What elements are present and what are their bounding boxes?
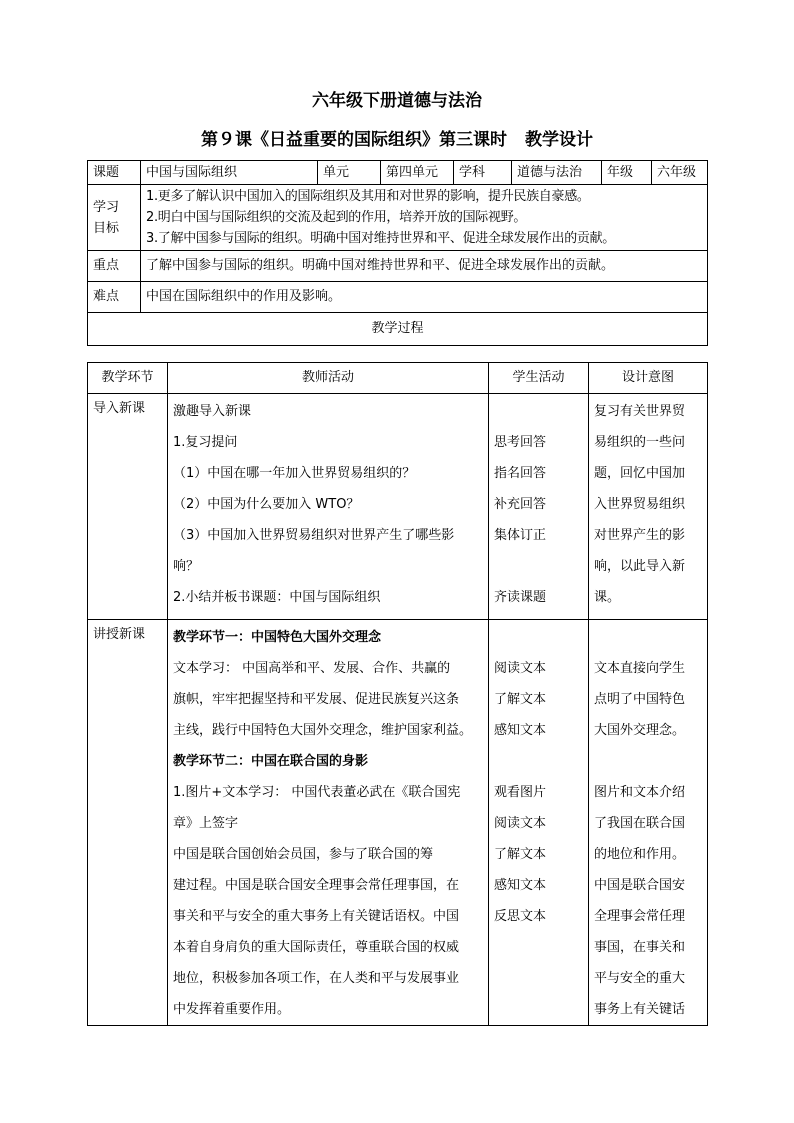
subject-label: 学科 [454, 161, 512, 185]
unit-label: 单元 [318, 161, 381, 185]
process-table [87, 362, 708, 1026]
unit-value: 第四单元 [381, 161, 454, 185]
document-subtitle [0, 125, 794, 150]
grade-value: 六年级 [652, 161, 708, 185]
col-stage-header: 教学环节 [88, 363, 168, 394]
intro-teacher: 激趣导入新课 1.复习提问 （1）中国在哪一年加入世界贸易组织的？ （2）中国为什么要加入 WTO？ （3）中国加入世界贸易组织对世界产生了哪些影 响？ 2.小结并板书课题：中国与国际组织 [168, 394, 489, 620]
lesson-title: 第９课《日益重要的国际组织》第三课时 [201, 130, 507, 150]
goals-label: 学习 目标 [88, 185, 141, 251]
process-title: 教学过程 [88, 313, 708, 346]
lesson-plan-table [87, 160, 708, 346]
key-label: 重点 [88, 251, 141, 282]
section-heading: 教学环节一：中国特色大国外交理念 [173, 630, 382, 645]
intro-row [88, 394, 708, 620]
key-text: 了解中国参与国际的组织。明确中国对维持世界和平、促进全球发展作出的贡献。 [141, 251, 708, 282]
intro-student: 思考回答 指名回答 补充回答 集体订正 齐读课题 [489, 394, 589, 620]
goals-list [141, 185, 708, 251]
lesson-row [88, 620, 708, 1026]
process-header-row [88, 363, 708, 394]
topic-value: 中国与国际组织 [141, 161, 318, 185]
difficulty-text: 中国在国际组织中的作用及影响。 [141, 282, 708, 313]
document-title: 六年级下册道德与法治 [312, 91, 482, 111]
info-row [88, 161, 708, 185]
intro-intent: 复习有关世界贸 易组织的一些问 题，回忆中国加 入世界贸易组织 对世界产生的影 响，以此导入新 课。 [589, 394, 708, 620]
process-title-row [88, 313, 708, 346]
difficulty-row [88, 282, 708, 313]
topic-label: 课题 [88, 161, 141, 185]
design-label: 教学设计 [525, 130, 593, 150]
key-row [88, 251, 708, 282]
goal-item: 2.明白中国与国际组织的交流及起到的作用，培养开放的国际视野。 [146, 210, 527, 225]
subject-value: 道德与法治 [512, 161, 602, 185]
lesson-intent: 文本直接向学生 点明了中国特色 大国外交理念。 图片和文本介绍 了我国在联合国 的地位和作用。 中国是联合国安 全理事会常任理 事国，在事关和 平与安全的重大 事务上有关键话 [589, 620, 708, 1026]
col-student-header: 学生活动 [489, 363, 589, 394]
difficulty-label: 难点 [88, 282, 141, 313]
col-teacher-header: 教师活动 [168, 363, 489, 394]
lesson-teacher: 教学环节一：中国特色大国外交理念 文本学习： 中国高举和平、发展、合作、共赢的 旗帜，牢牢把握坚持和平发展、促进民族复兴这条 主线，践行中国特色大国外交理念，维护国家利益。 教学环节二：中国在联合国的身影 1.图片+文本学习： 中国代表董必武在《联合国宪 章》上签字 中国是联合国创始会员国，参与了联合国的筹 建过程。中国是联合国安全理事会常任理事国，在 事关和平与安全的重大事务上有关键话语权。中国 本着自身肩负的重大国际责任，尊重联合国的权威 地位，积极参加各项工作，在人类和平与发展事业 中发挥着重要作用。 [168, 620, 489, 1026]
lesson-stage: 讲授新课 [88, 620, 168, 1026]
col-intent-header: 设计意图 [589, 363, 708, 394]
goals-row [88, 185, 708, 251]
lesson-student: 阅读文本 了解文本 感知文本 观看图片 阅读文本 了解文本 感知文本 反思文本 [489, 620, 589, 1026]
section-heading: 教学环节二：中国在联合国的身影 [173, 754, 369, 769]
goal-item: 3.了解中国参与国际的组织。明确中国对维持世界和平、促进全球发展作出的贡献。 [146, 231, 616, 246]
intro-stage: 导入新课 [88, 394, 168, 620]
grade-label: 年级 [602, 161, 652, 185]
goal-item: 1.更多了解认识中国加入的国际组织及其用和对世界的影响，提升民族自豪感。 [146, 189, 590, 204]
